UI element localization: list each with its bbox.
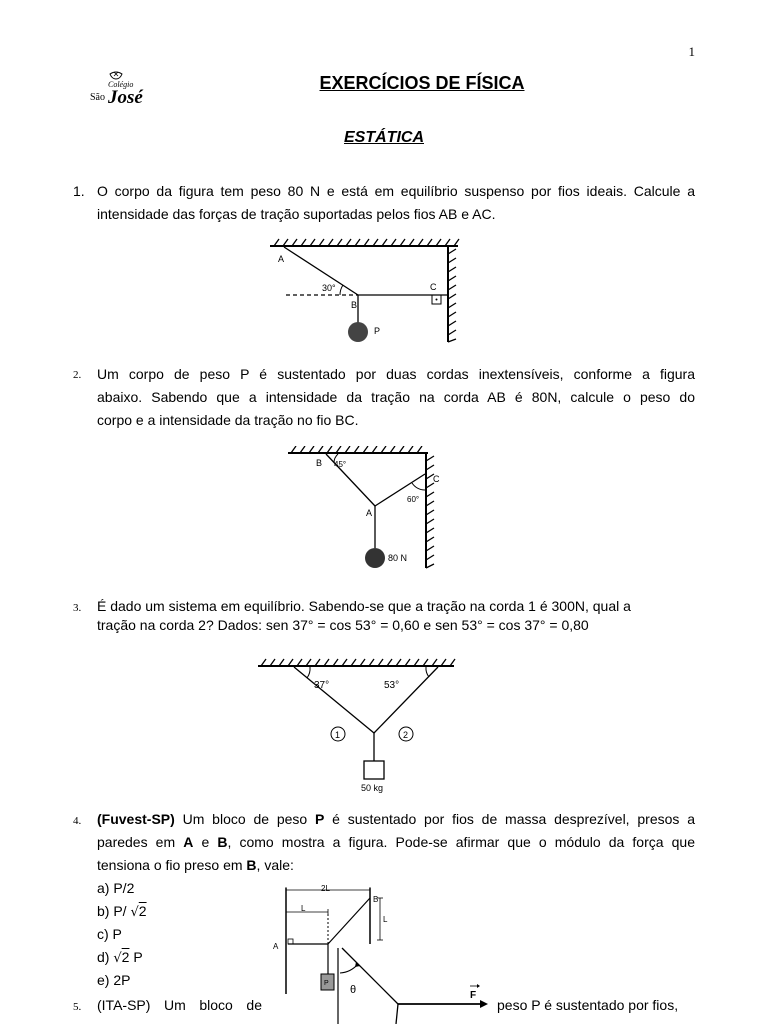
q4-option-d-radicand: 2	[121, 949, 130, 965]
q5-force-label: F	[470, 990, 477, 1001]
q4-option-d-suffix: P	[129, 949, 143, 965]
question-2-line-3: corpo e a intensidade da tração no fio BC.	[97, 412, 359, 428]
question-1-line-2: intensidade das forças de tração suportadas pelos fios AB e AC.	[97, 206, 496, 222]
q3-rope-1-label: 1	[335, 730, 341, 740]
q4-l2-A: A	[183, 834, 194, 850]
q4-l1-a: Um bloco de peso	[174, 811, 315, 827]
q4-l2-c: , como mostra a figura. Pode-se afirmar que o módulo da força que	[227, 834, 695, 850]
q4-option-e: e) 2P	[97, 972, 131, 988]
q4-l1-b: é sustentado por fios de massa desprezível, presos a	[324, 811, 695, 827]
q5-theta-label: θ	[350, 984, 357, 996]
question-3-line-1: É dado um sistema em equilíbrio. Sabendo-se que a tração na corda 1 é 300N, qual a	[97, 598, 631, 614]
q4-l2-B: B	[217, 834, 228, 850]
question-2-line-2: abaixo. Sabendo que a intensidade da tração na corda AB é 80N, calcule o peso do	[97, 389, 695, 405]
q2-label-c: C	[433, 474, 440, 484]
question-5-right-text: peso P é sustentado por fios,	[497, 997, 679, 1013]
logo-text-jose: José	[108, 87, 143, 108]
question-5-number: 5.	[73, 1001, 82, 1013]
question-2-figure	[288, 446, 458, 579]
q4-option-b	[97, 900, 147, 924]
q2-weight-label: 80 N	[388, 553, 408, 563]
q4-option-b-text: b) P/	[97, 903, 131, 919]
sqrt-icon: √	[113, 951, 122, 966]
q3-angle-53: 53°	[384, 680, 400, 691]
q4-l2-b: e	[193, 834, 218, 850]
question-1-number: 1.	[73, 183, 85, 199]
q2-label-b: B	[316, 458, 323, 468]
question-3-figure	[258, 657, 458, 800]
q2-angle-60: 60°	[407, 495, 420, 504]
q3-rope-2-label: 2	[403, 730, 409, 740]
question-3-line-2: tração na corda 2? Dados: sen 37° = cos 53° = 0,60 e sen 53° = cos 37° = 0,80	[97, 617, 589, 633]
q4-label-l-side: L	[383, 915, 388, 924]
question-4-number: 4.	[73, 815, 82, 827]
q1-label-c: C	[430, 282, 437, 292]
question-5-figure	[330, 940, 495, 1027]
q4-label-2l: 2L	[321, 884, 330, 893]
q4-l3-B: B	[246, 857, 257, 873]
document-title: EXERCÍCIOS DE FÍSICA	[319, 73, 525, 93]
sqrt-icon: √	[130, 905, 139, 920]
page-number: 1	[688, 44, 695, 59]
q3-angle-37: 37°	[314, 680, 330, 691]
q3-mass-label: 50 kg	[361, 783, 384, 793]
q4-option-a: a) P/2	[97, 880, 135, 896]
q4-label-a: A	[273, 942, 279, 951]
q1-angle-label: 30°	[322, 283, 336, 293]
q1-label-a: A	[278, 254, 285, 264]
q4-source: (Fuvest-SP)	[97, 811, 175, 827]
q1-label-p: P	[374, 326, 381, 336]
q4-label-p: P	[324, 980, 329, 987]
question-5-left-text: (ITA-SP) Um bloco de	[97, 997, 262, 1013]
question-2-line-1: Um corpo de peso P é sustentado por duas cordas inextensíveis, conforme a figura	[97, 366, 695, 382]
logo-text-colegio: Colégio	[108, 80, 134, 89]
q2-angle-45: 45°	[334, 460, 347, 469]
question-2-number: 2.	[73, 369, 82, 381]
q2-label-a: A	[366, 508, 373, 518]
q4-label-b: B	[373, 895, 379, 904]
q4-option-d	[97, 946, 143, 970]
q4-option-c: c) P	[97, 926, 122, 942]
question-4-line-1	[97, 808, 695, 831]
question-1-line-1: O corpo da figura tem peso 80 N e está em equilíbrio suspenso por fios ideais. Calcule a	[97, 183, 695, 199]
question-4-line-2	[97, 831, 695, 854]
document-subtitle: ESTÁTICA	[344, 129, 424, 146]
q4-l3-a: tensiona o fio preso em	[97, 857, 247, 873]
question-4-line-3	[97, 854, 294, 877]
q4-l3-b: , vale:	[256, 857, 294, 873]
logo-text-sao: São	[90, 92, 105, 103]
q1-label-b: B	[351, 300, 358, 310]
q4-l1-p: P	[315, 811, 325, 827]
q4-label-l-top: L	[301, 904, 306, 913]
question-1-figure	[270, 238, 470, 351]
q4-option-d-text: d)	[97, 949, 114, 965]
q4-l2-a: paredes em	[97, 834, 184, 850]
q4-option-b-radicand: 2	[138, 903, 147, 919]
question-3-number: 3.	[73, 602, 82, 614]
